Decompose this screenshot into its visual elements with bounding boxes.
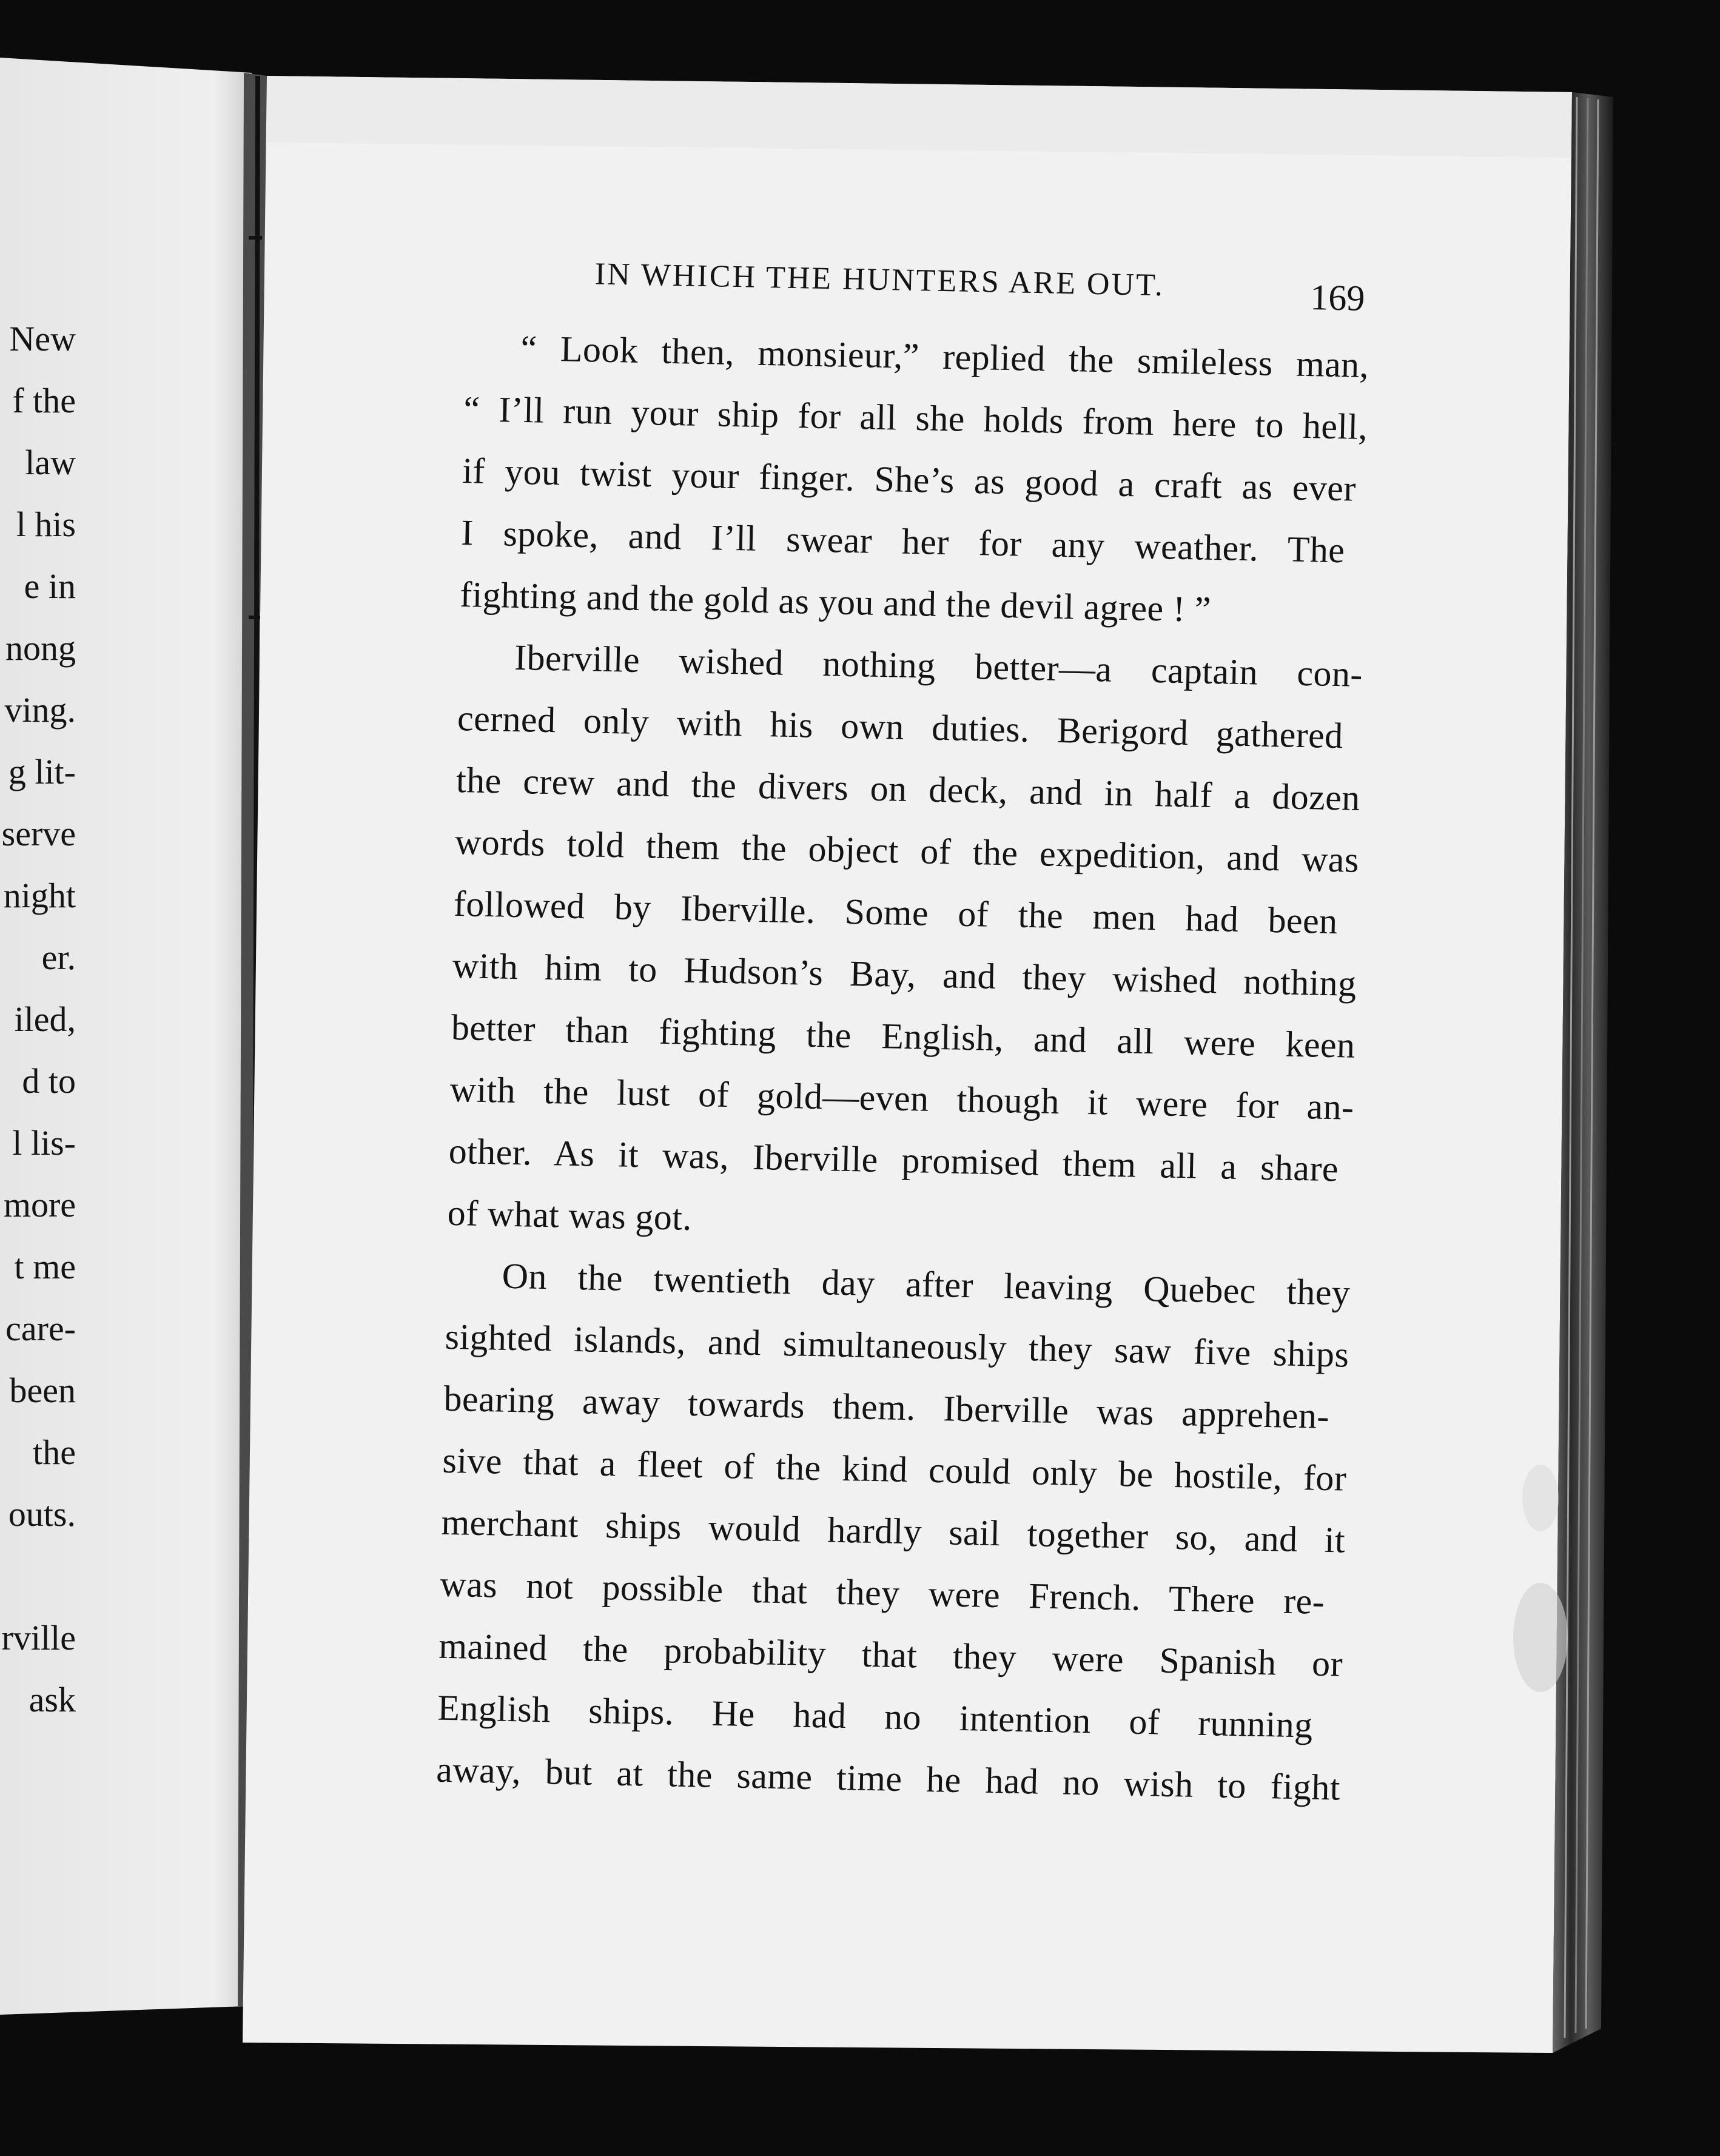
text-line: followed by Iberville. Some of the men had been	[453, 883, 1339, 942]
text-line: mained the probability that they were Spanish or	[438, 1625, 1343, 1684]
left-line: care-	[5, 1309, 76, 1348]
left-line: d to	[22, 1061, 76, 1101]
left-line: nong	[5, 628, 76, 668]
page-number: 169	[1309, 277, 1366, 318]
text-line: fighting and the gold as you and the devil agree ! ”	[459, 574, 1212, 630]
text-line: words told them the object of the expedition, and was	[454, 821, 1360, 880]
text-line: with the lust of gold—even though it were for an-	[449, 1069, 1355, 1127]
left-line: outs.	[8, 1494, 76, 1534]
left-line: ask	[29, 1680, 76, 1719]
text-line: cerned only with his own duties. Berigord gathered	[457, 697, 1344, 756]
text-line: with him to Hudson’s Bay, and they wished nothing	[452, 945, 1357, 1004]
left-line: more	[3, 1185, 76, 1224]
text-line: other. As it was, Iberville promised them all a share	[448, 1130, 1339, 1189]
left-line: law	[25, 443, 76, 482]
running-header: IN WHICH THE HUNTERS ARE OUT.	[594, 257, 1165, 303]
left-line: been	[9, 1371, 76, 1410]
text-line: better than fighting the English, and all were keen	[451, 1007, 1356, 1066]
left-line: t me	[14, 1247, 76, 1286]
text-line: English ships. He had no intention of running	[437, 1687, 1314, 1745]
left-line: iled,	[14, 999, 76, 1039]
text-line: away, but at the same time he had no wish to fight	[435, 1749, 1341, 1808]
left-line: er.	[41, 938, 76, 977]
left-line: the	[33, 1432, 76, 1472]
text-line: “ I’ll run your ship for all she holds from here to hell,	[463, 389, 1368, 447]
text-line: if you twist your finger. She’s as good a craft as ever	[462, 451, 1357, 509]
text-line: merchant ships would hardly sail together so, and it	[440, 1502, 1346, 1560]
text-line: sighted islands, and simultaneously they saw five ships	[445, 1316, 1349, 1375]
text-line: I spoke, and I’ll swear her for any weather. The	[460, 512, 1346, 571]
text-line: On the twentieth day after leaving Quebec they	[502, 1255, 1351, 1313]
left-line: g lit-	[8, 752, 76, 791]
text-line: of what was got.	[447, 1192, 693, 1238]
text-line: “ Look then, monsieur,” replied the smileless man,	[520, 327, 1369, 386]
left-line: l lis-	[12, 1123, 76, 1163]
left-line: e in	[24, 566, 76, 606]
text-line: bearing away towards them. Iberville was apprehen-	[443, 1378, 1330, 1437]
text-line: Iberville wished nothing better—a captain con-	[514, 637, 1363, 694]
left-line: f the	[12, 381, 76, 420]
left-line: serve	[1, 814, 76, 853]
left-line: New	[9, 321, 76, 358]
left-line: l his	[16, 505, 76, 544]
text-line: sive that a fleet of the kind could only be hostile, for	[442, 1440, 1347, 1499]
left-line: rville	[1, 1618, 76, 1657]
text-line: was not possible that they were French. There re-	[439, 1563, 1325, 1622]
left-line: ving.	[4, 690, 76, 730]
text-line: the crew and the divers on deck, and in half a dozen	[455, 759, 1361, 818]
left-line: night	[3, 876, 76, 915]
